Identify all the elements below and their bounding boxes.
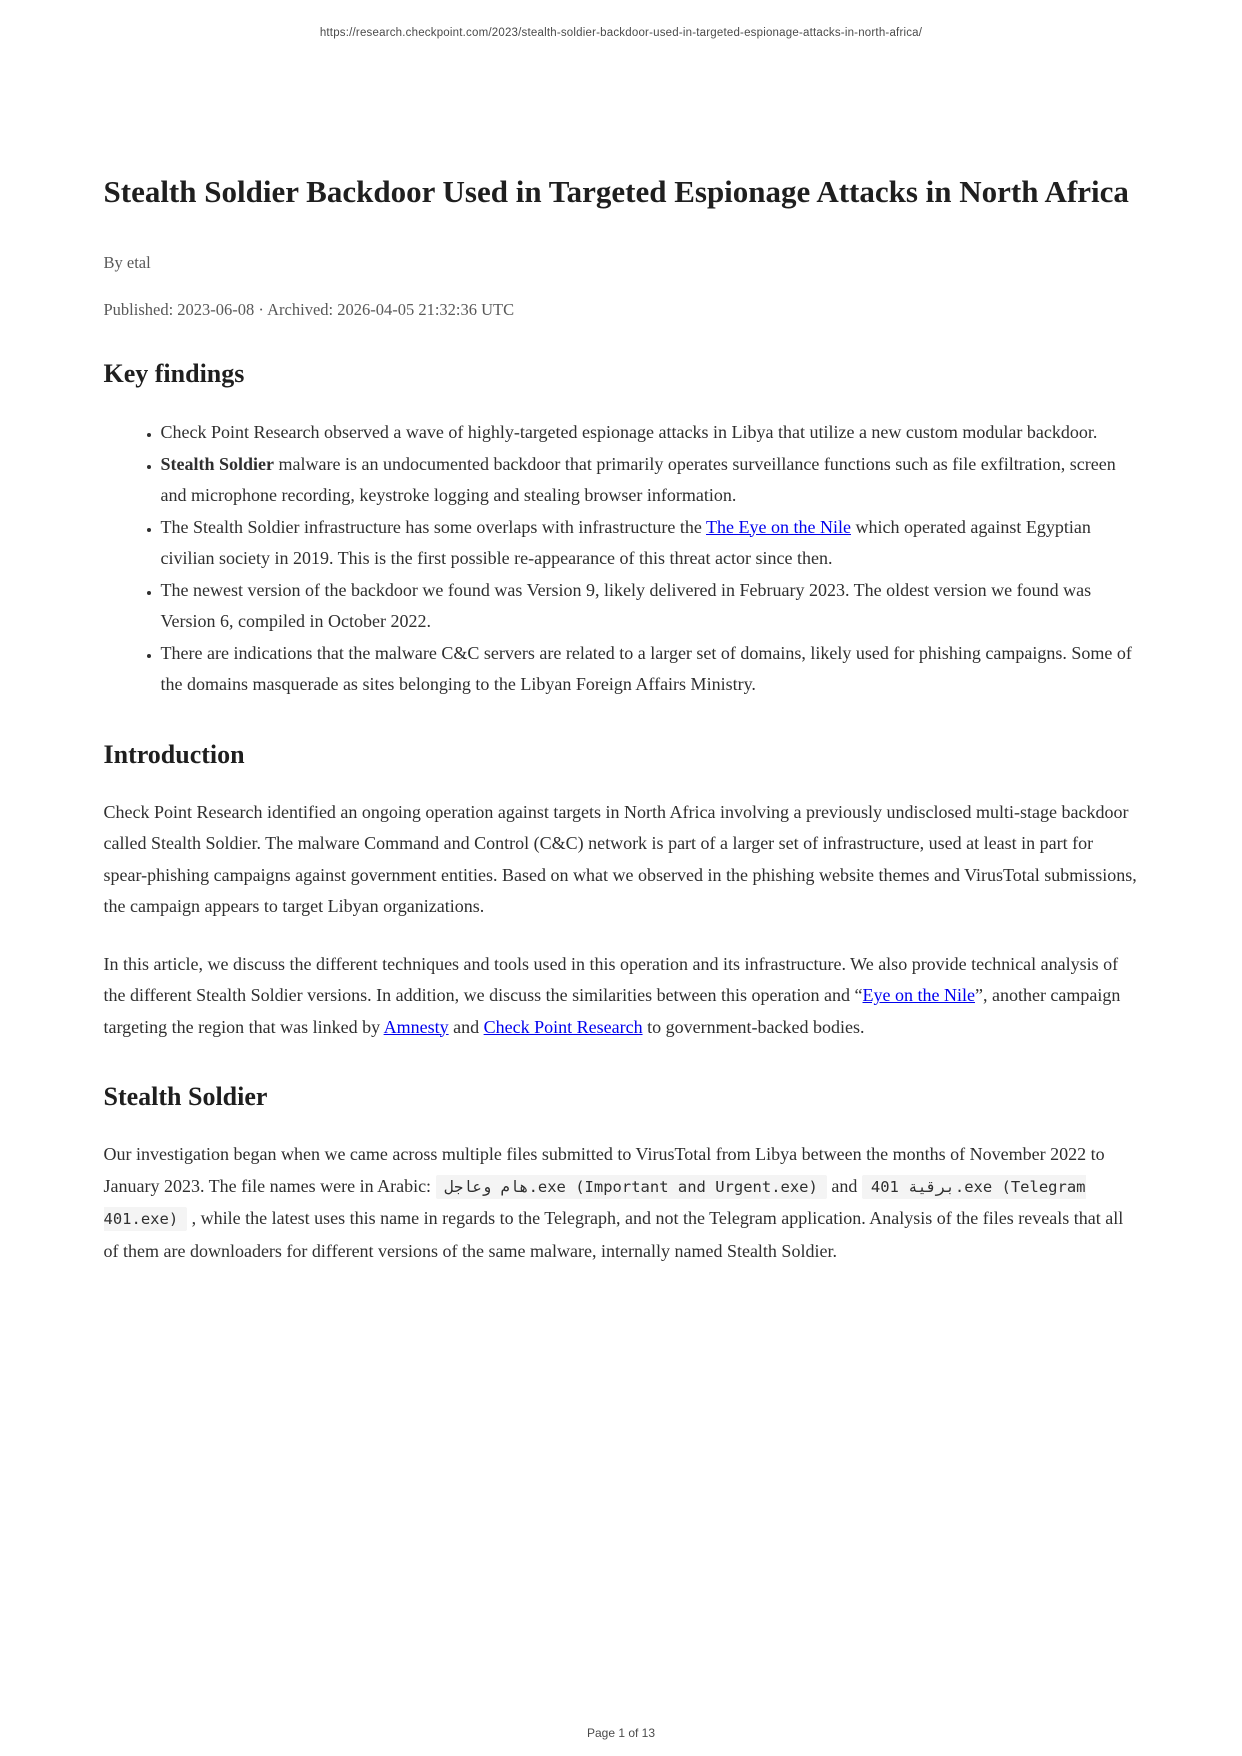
key-finding-bold-text: Stealth Soldier	[160, 453, 275, 474]
page-number-indicator: Page 1 of 13	[586, 1726, 656, 1740]
paragraph-text: Our investigation began when we came across multiple files submitted to VirusTotal from Libya between the months of November 2022 to January 2023. The file names were in Arabic:	[103, 1144, 1105, 1196]
paragraph-text: In this article, we discuss the different techniques and tools used in this operation and its infrastructure. We also provide technical analysis of the different Stealth Soldier versions. In addition, we discuss the similarities between this operation and “	[103, 953, 1119, 1005]
filename-code-telegram-401: 401 برقية.exe (Telegram 401.exe)	[104, 1175, 1086, 1232]
key-finding-item	[161, 638, 1139, 701]
key-findings-list	[104, 417, 1139, 701]
byline: By etal	[103, 253, 151, 272]
source-url: https://research.checkpoint.com/2023/stealth-soldier-backdoor-used-in-targeted-espionage-attacks-in-north-africa/	[319, 27, 923, 39]
section-heading-key-findings: Key findings	[103, 359, 245, 388]
section-heading-introduction: Introduction	[103, 739, 245, 769]
key-finding-text: which operated against Egyptian civilian society in 2019. This is the first possible re-appearance of this threat actor since then.	[160, 516, 1091, 568]
paragraph-text: and	[448, 1016, 484, 1037]
key-finding-text: The Stealth Soldier infrastructure has some overlaps with infrastructure the	[160, 516, 707, 537]
key-finding-text: There are indications that the malware C&C servers are related to a larger set of domains, likely used for phishing campaigns. Some of the domains masquerade as sites belonging to the Libyan Foreign Affairs Ministry.	[160, 642, 1132, 694]
section-heading-stealth-soldier: Stealth Soldier	[103, 1082, 268, 1111]
key-finding-text: Check Point Research observed a wave of highly-targeted espionage attacks in Libya that utilize a new custom modular backdoor.	[160, 422, 1098, 442]
publish-archive-meta: Published: 2023-06-08 · Archived: 2026-04-05 21:32:36 UTC	[103, 300, 515, 319]
filename-code-important-urgent: هام وعاجل.exe (Important and Urgent.exe)	[436, 1175, 827, 1199]
stealth-soldier-paragraph-1	[104, 1139, 1139, 1267]
key-finding-item	[161, 575, 1139, 638]
paragraph-text: to government-backed bodies.	[642, 1016, 865, 1037]
key-finding-text: The newest version of the backdoor we found was Version 9, likely delivered in February 2023. The oldest version we found was Version 6, compiled in October 2022.	[160, 579, 1092, 631]
link-amnesty[interactable]: Amnesty	[383, 1016, 449, 1037]
key-finding-item	[161, 512, 1139, 575]
link-the-eye-on-the-nile[interactable]: The Eye on the Nile	[706, 516, 851, 537]
paragraph-text: ”, another campaign targeting the region that was linked by	[103, 985, 1121, 1037]
link-check-point-research[interactable]: Check Point Research	[483, 1016, 643, 1037]
key-finding-item	[161, 449, 1139, 512]
key-finding-item	[161, 417, 1139, 449]
paragraph-text: and	[826, 1175, 862, 1196]
article-container	[104, 167, 1139, 1267]
introduction-paragraph-1: Check Point Research identified an ongoing operation against targets in North Africa involving a previously undisclosed multi-stage backdoor called Stealth Soldier. The malware Command and Control (C&C) network is part of a larger set of infrastructure, used at least in part for spear-phishing campaigns against government entities. Based on what we observed in the phishing website themes and VirusTotal submissions, the campaign appears to target Libyan organizations.	[103, 801, 1137, 916]
introduction-paragraph-2	[104, 949, 1139, 1044]
link-eye-on-the-nile[interactable]: Eye on the Nile	[862, 985, 975, 1005]
page-title: Stealth Soldier Backdoor Used in Targeted Espionage Attacks in North Africa	[103, 174, 1129, 209]
key-finding-text: malware is an undocumented backdoor that primarily operates surveillance functions such as file exfiltration, screen and microphone recording, keystroke logging and stealing browser information.	[160, 453, 1116, 505]
paragraph-text: , while the latest uses this name in regards to the Telegraph, and not the Telegram application. Analysis of the files reveals that all of them are downloaders for different versions of the same malware, internally named Stealth Soldier.	[103, 1208, 1124, 1261]
